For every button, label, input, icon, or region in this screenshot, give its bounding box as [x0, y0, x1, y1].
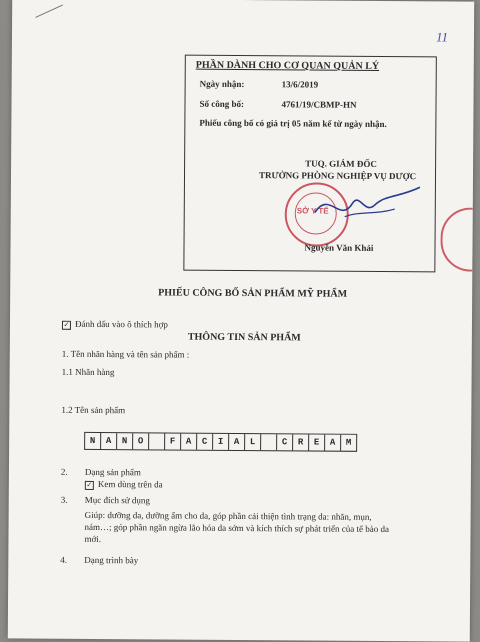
product-name-char: I [213, 434, 229, 450]
product-name-char [149, 433, 165, 449]
page-number: 11 [435, 29, 449, 45]
item-3: Mục đích sử dụng [84, 494, 150, 506]
item-3-number: 3. [60, 494, 68, 505]
product-name-char [261, 434, 277, 450]
product-name-char: N [85, 433, 101, 449]
item-4: Dạng trình bày [84, 554, 139, 566]
item-2-option: ✓ Kem dùng trên da [86, 479, 163, 490]
product-name-char: R [293, 434, 309, 450]
purpose-line-3: mới. [84, 533, 102, 545]
received-label: Ngày nhận: [199, 78, 245, 90]
signer-name: Nguyễn Văn Khải [304, 242, 374, 253]
item-1-1: 1.1 Nhãn hàng [61, 366, 115, 378]
item-1: 1. Tên nhãn hàng và tên sản phẩm : [61, 348, 190, 360]
stamp-fragment [440, 207, 472, 271]
received-value: 13/6/2019 [281, 79, 319, 90]
validity-note: Phiếu công bố có giá trị 05 năm kể từ ngày nhận. [199, 117, 387, 130]
product-name-char: A [181, 434, 197, 450]
number-row [199, 98, 357, 110]
product-name-char: M [345, 437, 352, 448]
item-2: Dạng sản phẩm [84, 466, 141, 478]
item-2-number: 2. [60, 466, 68, 477]
admin-box [183, 55, 437, 273]
number-label: Số công bố: [199, 98, 245, 110]
checkbox-icon: ✓ [86, 480, 93, 489]
product-name-char: N [117, 433, 133, 449]
product-name-char: L [245, 434, 261, 450]
checkbox-icon: ✓ [63, 320, 70, 329]
stamp-text: SỞ Y TẾ [296, 206, 329, 216]
pen-mark [35, 4, 63, 17]
signature-icon [305, 184, 425, 225]
admin-box-title: PHẦN DÀNH CHO CƠ QUAN QUẢN LÝ [195, 59, 380, 72]
product-name-char: F [165, 433, 181, 449]
product-name-boxes [84, 432, 357, 452]
product-name-char: A [325, 435, 341, 451]
form-title: PHIẾU CÔNG BỐ SẢN PHẨM MỸ PHẨM [158, 287, 348, 300]
received-row [199, 78, 319, 90]
item-4-number: 4. [60, 554, 68, 565]
instruction: ✓ Đánh dấu vào ô thích hợp [63, 318, 169, 330]
product-name-char: A [101, 433, 117, 449]
purpose-line-2: nám…; góp phần ngăn ngừa lão hóa da sớm và kích thích sự phát triển của tế bào da [84, 521, 390, 535]
section-title: THÔNG TIN SẢN PHẨM [187, 331, 301, 344]
sign-title-1: TUQ. GIÁM ĐỐC [305, 158, 377, 169]
number-value: 4761/19/CBMP-HN [281, 99, 357, 110]
product-name-char: O [133, 433, 149, 449]
product-name-char: E [309, 434, 325, 450]
product-name-char: C [277, 434, 293, 450]
sign-title-2: TRƯỞNG PHÒNG NGHIỆP VỤ DƯỢC [258, 170, 417, 182]
item-1-2: 1.2 Tên sản phẩm [61, 404, 126, 416]
product-name-char: C [197, 434, 213, 450]
product-name-char: A [229, 434, 245, 450]
purpose-line-1: Giúp: dưỡng da, dưỡng ẩm cho da, góp phần cải thiện tình trạng da: nhăn, mụn, [84, 509, 372, 522]
document-page [8, 0, 474, 642]
